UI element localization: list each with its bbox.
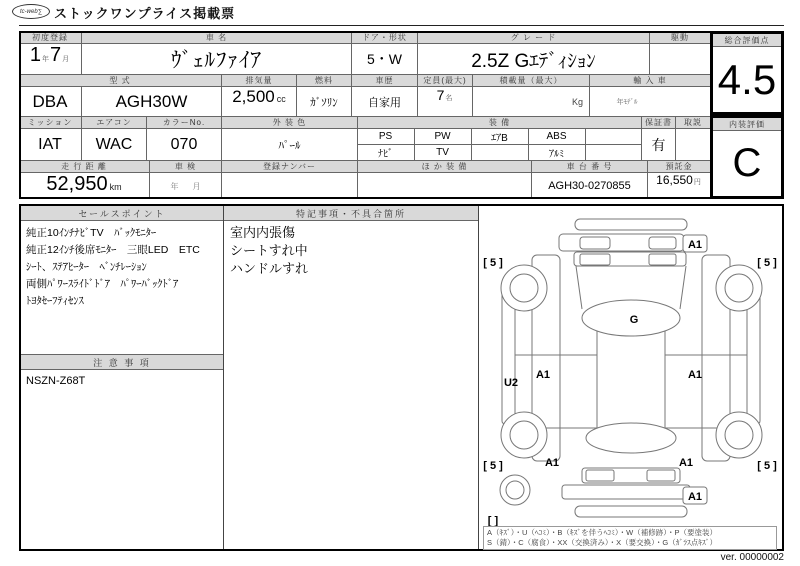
left-sill-mark: U2	[503, 377, 519, 389]
rear-left-wheel-mark: [ 5 ]	[483, 460, 503, 472]
front-right-wheel	[716, 265, 762, 311]
right-taillight	[647, 470, 675, 481]
front-right-wheel-mark: [ 5 ]	[757, 257, 777, 269]
drive-value	[650, 44, 710, 74]
overall-score-header: 総合評価点	[713, 34, 781, 47]
sales-point-line: 純正10ｲﾝﾁﾅﾋﾞTV ﾊﾞｯｸﾓﾆﾀｰ	[26, 227, 157, 239]
sales-points-header: セールスポイント	[21, 206, 223, 221]
vehicle-spec-table	[19, 31, 784, 199]
history-header: 車歴	[352, 75, 418, 86]
right-quarter-mark: A1	[678, 457, 694, 469]
left-taillight	[586, 470, 614, 481]
detail-section	[19, 204, 784, 551]
inspection-header: 車 検	[150, 161, 222, 172]
rear-window	[586, 423, 676, 453]
equip-tv: TV	[415, 145, 472, 160]
legend-line-2: S（錆）・C（腐食）・XX（交換済み）・X（要交換）・G（ｶﾞﾗｽ点ｷｽﾞ）	[487, 538, 718, 547]
tcweb-logo: tc-web∑	[12, 4, 50, 19]
fuel-value: ｶﾞｿﾘﾝ	[297, 87, 352, 116]
other-equipment-header: ほ か 装 備	[358, 161, 532, 172]
cautions-content	[21, 370, 223, 549]
grade-header: グ レ ー ド	[418, 31, 650, 43]
color-no-value: 070	[147, 129, 222, 160]
equip-airbag: ｴｱB	[472, 129, 529, 144]
front-left-wheel	[501, 265, 547, 311]
equipment-grid	[358, 129, 642, 160]
cautions-header: 注 意 事 項	[21, 354, 223, 370]
import-header: 輸 入 車	[590, 75, 710, 86]
exterior-color-header: 外 装 色	[222, 117, 358, 128]
spare-tire	[500, 475, 530, 505]
damage-legend	[483, 526, 777, 550]
mission-header: ミッション	[19, 117, 82, 128]
mileage-header: 走 行 距 離	[19, 161, 150, 172]
drive-header: 駆動	[650, 31, 710, 43]
remark-line: シートすれ中	[230, 243, 308, 258]
caution-line: NSZN-Z68T	[26, 375, 86, 387]
sales-points-content	[21, 221, 223, 354]
left-door-mark: A1	[535, 369, 551, 381]
manual-header: 取説	[676, 117, 710, 128]
inspection-value: 年 月	[150, 173, 222, 199]
equipment-header: 装 備	[358, 117, 642, 128]
interior-score-box	[710, 115, 784, 199]
car-name-value: ｳﾞｪﾙﾌｧｲｱ	[82, 44, 352, 74]
exterior-color-value: ﾊﾟｰﾙ	[222, 129, 358, 160]
version-number: ver. 00000002	[720, 552, 784, 563]
car-name-header: 車 名	[82, 31, 352, 43]
remarks-content	[224, 221, 478, 549]
door-shape-value: 5・W	[352, 44, 418, 74]
displacement-header: 排気量	[222, 75, 297, 86]
rear-left-wheel	[501, 412, 547, 458]
title-underline	[19, 25, 784, 26]
color-no-header: カラーNo.	[147, 117, 222, 128]
equip-pw: PW	[415, 129, 472, 144]
mission-value: IAT	[19, 129, 82, 160]
front-left-wheel-mark: [ 5 ]	[483, 257, 503, 269]
equip-alloy: ｱﾙﾐ	[529, 145, 586, 160]
reg-number-value	[222, 173, 358, 199]
sales-point-line: 純正12ｲﾝﾁ後席ﾓﾆﾀｰ 三眼LED ETC	[26, 244, 200, 256]
other-equipment-value	[358, 173, 532, 199]
import-value	[590, 87, 710, 116]
mileage-value: 52,950 km	[19, 173, 150, 199]
sales-point-line: 両側ﾊﾟﾜｰｽﾗｲﾄﾞﾄﾞｱ ﾊﾟﾜｰﾊﾞｯｸﾄﾞｱ	[26, 278, 179, 290]
displacement-unit: cc	[276, 94, 286, 104]
sales-point-line: ｼｰﾄ、ｽﾃｱﾋｰﾀｰ ﾍﾞﾝﾁﾚｰｼｮﾝ	[26, 261, 147, 273]
first-registration-value	[19, 44, 82, 74]
windshield-mark: G	[629, 314, 639, 326]
remarks-header: 特記事項・不具合箇所	[224, 206, 478, 221]
rear-bumper	[562, 485, 690, 499]
aircon-header: エアコン	[82, 117, 147, 128]
model-header: 型 式	[19, 75, 222, 86]
remark-line: 室内内張傷	[230, 225, 296, 240]
load-unit: Kg	[571, 96, 583, 107]
remarks-panel	[223, 206, 479, 549]
front-bumper-strip	[575, 219, 687, 230]
left-sill	[502, 291, 515, 424]
deposit-header: 預託金	[648, 161, 710, 172]
import-year-model-label: 年ﾓﾃﾞﾙ	[616, 98, 638, 106]
left-headlight	[580, 237, 610, 249]
mileage-unit: km	[109, 182, 122, 192]
capacity-header: 定員(最大)	[418, 75, 473, 86]
capacity-value: 7 名	[418, 87, 473, 116]
deposit-unit: 円	[693, 179, 701, 186]
reg-month-unit: 月	[62, 56, 70, 63]
displacement-value: 2,500 cc	[222, 87, 297, 116]
sales-points-panel	[21, 206, 223, 549]
equipment-row-2	[358, 145, 642, 160]
first-registration-header: 初度登録	[19, 31, 82, 43]
reg-month: 7	[50, 44, 62, 66]
legend-line-1: A（ｷｽﾞ）・U（ﾍｺﾐ）・B（ｷｽﾞを伴うﾍｺﾐ）・W（補修跡）・P（要塗装）	[487, 528, 718, 537]
reg-year-unit: 年	[42, 56, 49, 63]
overall-score-value: 4.5	[717, 55, 777, 103]
model-code-value: AGH30W	[82, 87, 222, 116]
deposit-value: 16,550 円	[656, 173, 701, 187]
equip-empty-2	[472, 145, 529, 160]
equip-empty-1	[586, 129, 642, 144]
equipment-row-1	[358, 129, 642, 145]
rear-right-wheel	[716, 412, 762, 458]
reg-number-header: 登録ナンバー	[222, 161, 358, 172]
sales-point-line: ﾄﾖﾀｾｰﾌﾃｨｾﾝｽ	[26, 295, 84, 307]
rear-right-wheel-mark: [ 5 ]	[757, 460, 777, 472]
chassis-number-value: AGH30-0270855	[532, 173, 648, 199]
grade-value: 2.5Z Gｴﾃﾞｨｼｮﾝ	[418, 44, 650, 74]
front-bumper-mark: A1	[687, 239, 703, 251]
history-value: 自家用	[352, 87, 418, 116]
damage-diagram-panel	[479, 206, 782, 549]
car-expanded-view-diagram	[479, 206, 782, 549]
warranty-header: 保証書	[642, 117, 676, 128]
right-sill	[747, 291, 760, 424]
remark-line: ハンドルすれ	[230, 261, 309, 276]
left-quarter-mark: A1	[544, 457, 560, 469]
equip-empty-3	[586, 145, 642, 160]
load-header: 積載量（最大）	[473, 75, 590, 86]
interior-score-value: C	[732, 141, 762, 185]
spare-tire-mark: [ ]	[487, 515, 499, 527]
manual-value	[676, 129, 710, 160]
model-prefix-value: DBA	[19, 87, 82, 116]
page-title: ストックワンプライス掲載票	[54, 6, 236, 21]
aircon-value: WAC	[82, 129, 147, 160]
rear-bumper-mark: A1	[687, 491, 703, 503]
overall-score-box	[710, 31, 784, 115]
load-value	[473, 87, 590, 116]
equip-navi: ﾅﾋﾞ	[358, 145, 415, 160]
warranty-value: 有	[642, 129, 676, 160]
equip-abs: ABS	[529, 129, 586, 144]
fuel-header: 燃料	[297, 75, 352, 86]
interior-score-header: 内装評価	[713, 118, 781, 131]
right-door-mark: A1	[687, 369, 703, 381]
reg-year: 1	[29, 44, 41, 66]
chassis-number-header: 車 台 番 号	[532, 161, 648, 172]
capacity-unit: 名	[445, 95, 453, 102]
door-shape-header: ドア・形状	[352, 31, 418, 43]
right-headlight	[649, 237, 676, 249]
equip-ps: PS	[358, 129, 415, 144]
rear-bumper-strip	[575, 506, 687, 517]
